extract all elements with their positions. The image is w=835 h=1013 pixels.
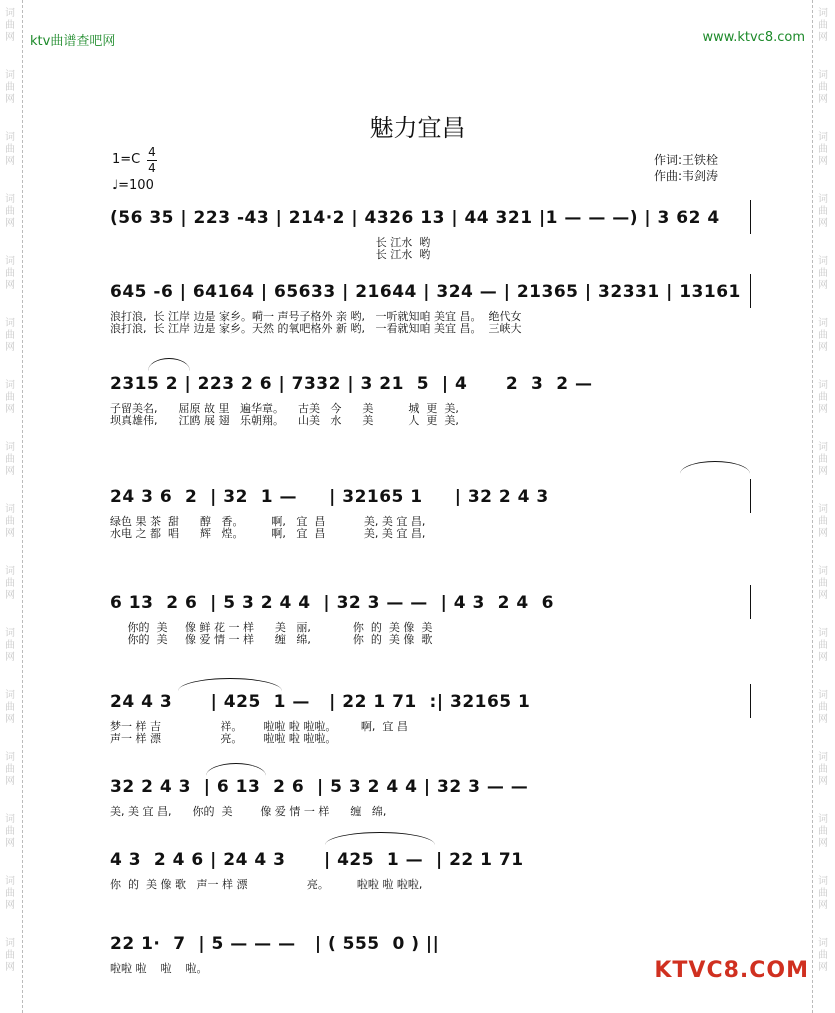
watermark-text: 词 曲 网	[5, 628, 15, 663]
slur	[148, 358, 190, 371]
time-signature-bottom: 4	[148, 161, 156, 175]
watermark-text: 词 曲 网	[818, 442, 828, 477]
watermark-text: 词 曲 网	[818, 132, 828, 167]
slur	[680, 461, 750, 474]
watermark-text: 词 曲 网	[5, 876, 15, 911]
watermark-text: 词 曲 网	[818, 938, 828, 973]
lyrics-verse-1: 长 江水 哟	[110, 236, 431, 249]
watermark-text: 词 曲 网	[818, 876, 828, 911]
watermark-text: 词 曲 网	[5, 442, 15, 477]
watermark-text: 词 曲 网	[818, 628, 828, 663]
lyrics-verse-1: 浪打浪, 长 江岸 边是 家乡。嗬一 声号子格外 亲 哟, 一听就知咱 美宜 昌。 绝代女	[110, 310, 522, 323]
composer: 作曲:韦剑涛	[654, 169, 719, 183]
barline	[750, 200, 751, 234]
watermark-text: 词 曲 网	[818, 194, 828, 229]
watermark-text: 词 曲 网	[5, 504, 15, 539]
watermark-text: 词 曲 网	[5, 70, 15, 105]
slur	[178, 678, 282, 691]
lyrics-verse-1: 子留美名, 屈原 故 里 遍华章。 古美 今 美 城 更 美,	[110, 402, 459, 415]
notation: (56 35 | 223 -43 | 214·2 | 4326 13 | 44 321 |1 — — —) | 3 62 4	[110, 208, 720, 228]
score-row-2	[0, 282, 835, 340]
lyrics-verse-1: 你 的 美 像 歌 声一 样 漂 亮。 啦啦 啦 啦啦,	[110, 878, 423, 891]
lyrics-verse-2: 声一 样 漂 亮。 啦啦 啦 啦啦。	[110, 732, 337, 745]
score-row-5	[0, 593, 835, 651]
watermark-text: 词 曲 网	[5, 566, 15, 601]
notation: 6 13 2 6 | 5 3 2 4 4 | 32 3 — — | 4 3 2 4 6	[110, 593, 554, 613]
site-url-header[interactable]: www.ktvc8.com	[702, 30, 805, 45]
watermark-text: 词 曲 网	[5, 752, 15, 787]
lyrics-verse-1: 美, 美 宜 昌, 你的 美 像 爱 情 一 样 缠 绵,	[110, 805, 387, 818]
watermark-text: 词 曲 网	[5, 132, 15, 167]
watermark-text: 词 曲 网	[818, 380, 828, 415]
watermark-text: 词 曲 网	[5, 194, 15, 229]
site-logo[interactable]: KTVC8.COM	[654, 958, 809, 983]
notation: 24 3 6 2 | 32 1 — | 32165 1 | 32 2 4 3	[110, 487, 549, 507]
watermark-text: 词 曲 网	[818, 752, 828, 787]
notation: 645 -6 | 64164 | 65633 | 21644 | 324 — | 21365 | 32331 | 13161	[110, 282, 741, 302]
lyrics-verse-2: 长 江水 哟	[110, 248, 431, 261]
lyrics-verse-2: 水电 之 都 唱 辉 煌。 啊, 宜 昌 美, 美 宜 昌,	[110, 527, 426, 540]
song-title: 魅力宜昌	[369, 114, 466, 142]
lyrics-verse-2: 你的 美 像 爱 情 一 样 缠 绵, 你 的 美 像 歌	[110, 633, 433, 646]
slur	[206, 763, 266, 776]
notation: 2315 2 | 223 2 6 | 7332 | 3 21 5 | 4 2 3 2 —	[110, 374, 593, 394]
lyricist: 作词:王铁栓	[654, 153, 719, 167]
watermark-text: 词 曲 网	[818, 690, 828, 725]
lyrics-verse-2: 坝真雄伟, 江鸥 展 翅 乐朝翔。 山美 水 美 人 更 美,	[110, 414, 459, 427]
key-signature: 1=C	[112, 152, 141, 167]
notation: 32 2 4 3 | 6 13 2 6 | 5 3 2 4 4 | 32 3 — —	[110, 777, 529, 797]
score-row-7	[0, 777, 835, 835]
watermark-text: 词 曲 网	[818, 8, 828, 43]
watermark-text: 词 曲 网	[818, 70, 828, 105]
score-row-1	[0, 208, 835, 266]
watermark-text: 词 曲 网	[5, 690, 15, 725]
watermark-text: 词 曲 网	[818, 814, 828, 849]
watermark-text: 词 曲 网	[5, 8, 15, 43]
barline	[750, 479, 751, 513]
score-row-8	[0, 850, 835, 908]
score-row-3	[0, 374, 835, 432]
lyrics-verse-2: 浪打浪, 长 江岸 边是 家乡。天然 的氧吧格外 新 哟, 一看就知咱 美宜 昌。 三峡大	[110, 322, 522, 335]
lyrics-verse-1: 梦一 样 吉 祥。 啦啦 啦 啦啦。 啊, 宜 昌	[110, 720, 408, 733]
barline	[750, 585, 751, 619]
watermark-text: 词 曲 网	[5, 814, 15, 849]
watermark-text: 词 曲 网	[818, 566, 828, 601]
time-signature-top: 4	[148, 145, 156, 159]
watermark-text: 词 曲 网	[818, 318, 828, 353]
barline	[750, 684, 751, 718]
watermark-text: 词 曲 网	[5, 318, 15, 353]
barline	[750, 274, 751, 308]
time-signature	[147, 146, 157, 175]
notation: 4 3 2 4 6 | 24 4 3 | 425 1 — | 22 1 71	[110, 850, 524, 870]
site-name-header[interactable]: ktv曲谱查吧网	[30, 34, 116, 49]
lyrics-verse-1: 绿色 果 茶 甜 醇 香。 啊, 宜 昌 美, 美 宜 昌,	[110, 515, 426, 528]
notation: 24 4 3 | 425 1 — | 22 1 71 :| 32165 1	[110, 692, 531, 712]
lyrics-verse-1: 你的 美 像 鲜 花 一 样 美 丽, 你 的 美 像 美	[110, 621, 433, 634]
tempo-value: =100	[118, 178, 154, 193]
score-row-6	[0, 692, 835, 750]
watermark-text: 词 曲 网	[5, 380, 15, 415]
credits	[654, 152, 718, 184]
score-row-4	[0, 487, 835, 545]
tempo-marking: ♩=100	[112, 178, 154, 193]
lyrics-verse-1: 啦啦 啦 啦 啦。	[110, 962, 208, 975]
watermark-text: 词 曲 网	[5, 256, 15, 291]
watermark-text: 词 曲 网	[5, 938, 15, 973]
watermark-text: 词 曲 网	[818, 256, 828, 291]
watermark-text: 词 曲 网	[818, 504, 828, 539]
notation: 22 1· 7 | 5 — — — | ( 555 0 ) ||	[110, 934, 440, 954]
